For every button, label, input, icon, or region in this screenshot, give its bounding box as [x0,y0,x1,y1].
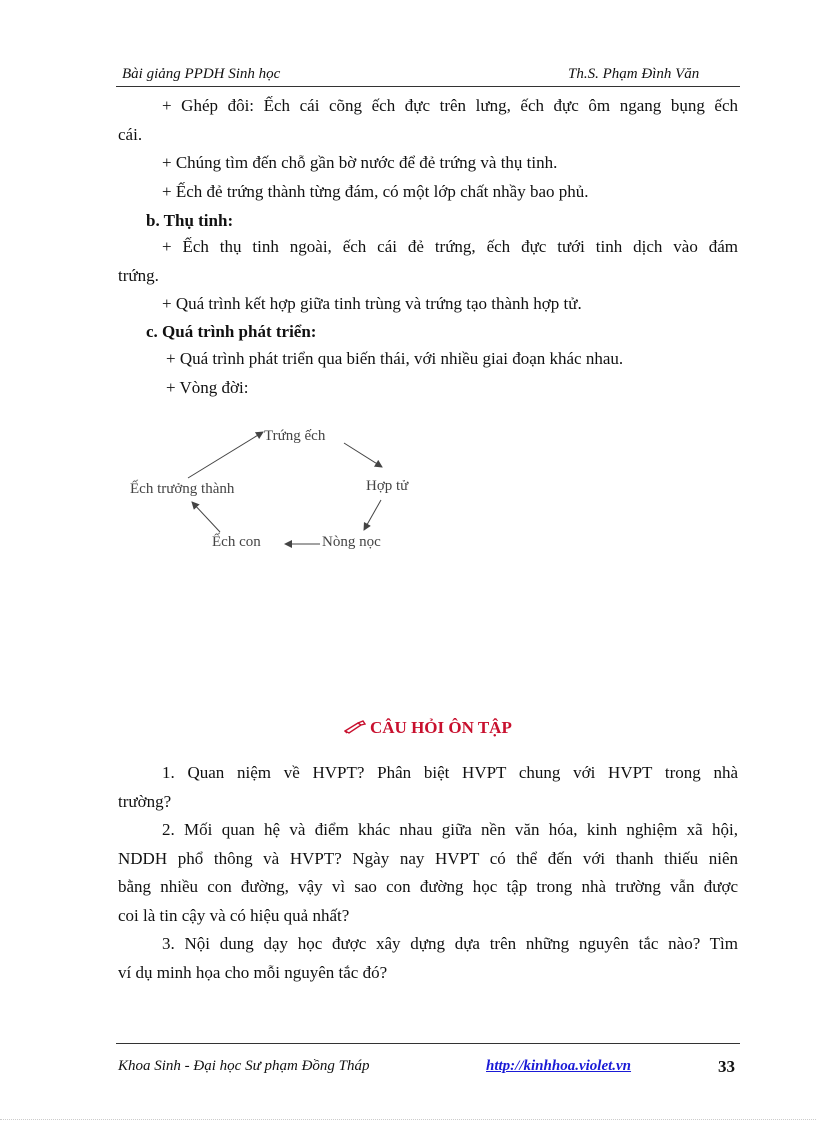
question-3-line-2: ví dụ minh họa cho mỗi nguyên tắc đó? [118,963,388,982]
page-bottom-edge [0,1119,816,1120]
pairing-line-2: cái. [118,125,143,144]
fertilization-line-1: + Ếch thụ tinh ngoài, ếch cái đẻ trứng, ếch đực tưới tinh dịch vào đám [162,237,738,256]
review-title [344,718,512,739]
question-2-line-4: coi là tin cậy và có hiệu quả nhất? [118,906,350,925]
footer-website-link[interactable]: http://kinhhoa.violet.vn [486,1058,632,1074]
header-course-title: Bài giảng PPDH Sinh học [122,66,281,82]
fertilization-line-2: trứng. [118,266,159,285]
header-author: Th.S. Phạm Đình Văn [568,66,700,82]
egg-mass-line: + Ếch đẻ trứng thành từng đám, có một lớp chất nhầy bao phủ. [162,182,589,201]
question-2-line-2: NDDH phổ thông và HVPT? Ngày nay HVPT có thể đến với thanh thiếu niên [118,849,738,868]
question-2-line-3: bằng nhiều con đường, vậy vì sao con đường học tập trong nhà trường vẫn được [118,877,738,896]
review-title-text: CÂU HỎI ÔN TẬP [370,718,512,737]
page-number: 33 [718,1057,735,1076]
arrow-zygote-to-tadpole [364,500,381,530]
node-egg: Trứng ếch [264,428,326,444]
node-zygote: Hợp tử [366,478,409,494]
question-2-line-1: 2. Mối quan hệ và điểm khác nhau giữa nền văn hóa, kinh nghiệm xã hội, [162,820,738,839]
life-cycle-label: + Vòng đời: [166,378,249,397]
section-c-heading: c. Quá trình phát triển: [146,322,317,341]
arrow-froglet-to-adult [192,502,220,532]
question-1-line-2: trường? [118,792,172,811]
zygote-line: + Quá trình kết hợp giữa tinh trùng và trứng tạo thành hợp tử. [162,294,582,313]
spawning-location-line: + Chúng tìm đến chỗ gần bờ nước để đẻ trứng và thụ tinh. [162,153,558,172]
metamorphosis-line: + Quá trình phát triển qua biến thái, với nhiều giai đoạn khác nhau. [166,349,624,368]
question-1-line-1: 1. Quan niệm về HVPT? Phân biệt HVPT chung với HVPT trong nhà [162,763,738,782]
section-b-heading: b. Thụ tinh: [146,211,234,230]
arrow-egg-to-zygote [344,443,382,467]
node-froglet: Ếch con [212,534,261,550]
pen-hand-icon [344,719,366,739]
question-3-line-1: 3. Nội dung dạy học được xây dựng dựa trên những nguyên tắc nào? Tìm [162,934,738,953]
node-tadpole: Nòng nọc [322,534,381,550]
pairing-line-1: + Ghép đôi: Ếch cái cõng ếch đực trên lưng, ếch đực ôm ngang bụng ếch [162,96,738,115]
arrow-adult-to-egg [188,432,263,478]
node-adult-frog: Ếch trưởng thành [130,481,235,497]
footer-institution: Khoa Sinh - Đại học Sư phạm Đồng Tháp [118,1058,370,1074]
footer-rule [116,1043,740,1044]
